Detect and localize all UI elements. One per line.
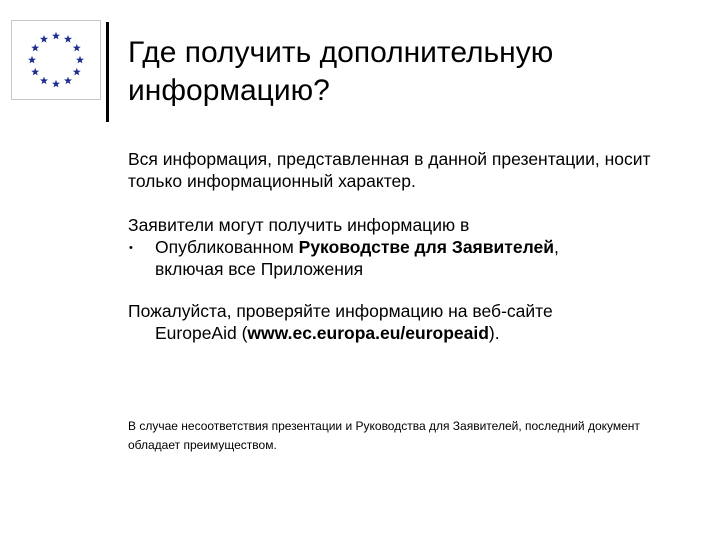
bullet-marker: •	[129, 242, 133, 254]
footnote: В случае несоответствия презентации и Руководства для Заявителей, последний документ обладает преимуществом.	[128, 419, 640, 452]
star-icon	[52, 80, 60, 88]
slide-body	[128, 148, 688, 344]
star-icon	[64, 35, 72, 43]
website-site-name: EuropeAid (	[155, 323, 248, 343]
page-title: Где получить дополнительную информацию?	[128, 36, 554, 107]
star-icon	[40, 35, 48, 43]
star-icon	[31, 44, 39, 52]
website-url-link[interactable]: www.ec.europa.eu/europeaid	[247, 323, 489, 343]
star-icon	[52, 32, 60, 40]
website-line: Пожалуйста, проверяйте информацию на веб-сайте	[128, 301, 553, 321]
website-link-line	[128, 322, 688, 344]
bullet-text-post: ,	[553, 237, 559, 257]
applicants-lead: Заявители могут получить информацию в	[128, 215, 470, 235]
eu-logo	[11, 20, 101, 100]
intro-text: Вся информация, представленная в данной презентации, носит только информационный характер.	[128, 149, 651, 191]
star-icon	[40, 77, 48, 85]
guidelines-title: Руководстве для Заявителей	[298, 237, 554, 257]
website-suffix: ).	[488, 323, 500, 343]
bullet-item-guidelines	[128, 236, 688, 280]
star-icon	[31, 68, 39, 76]
star-icon	[73, 44, 81, 52]
bullet-text-pre: Опубликованном	[155, 237, 299, 257]
title-divider	[106, 22, 109, 122]
star-icon	[73, 68, 81, 76]
star-icon	[76, 56, 84, 64]
star-icon	[28, 56, 36, 64]
eu-flag-stars-icon	[12, 21, 100, 99]
star-icon	[64, 77, 72, 85]
bullet-text-line2: включая все Приложения	[155, 259, 364, 279]
